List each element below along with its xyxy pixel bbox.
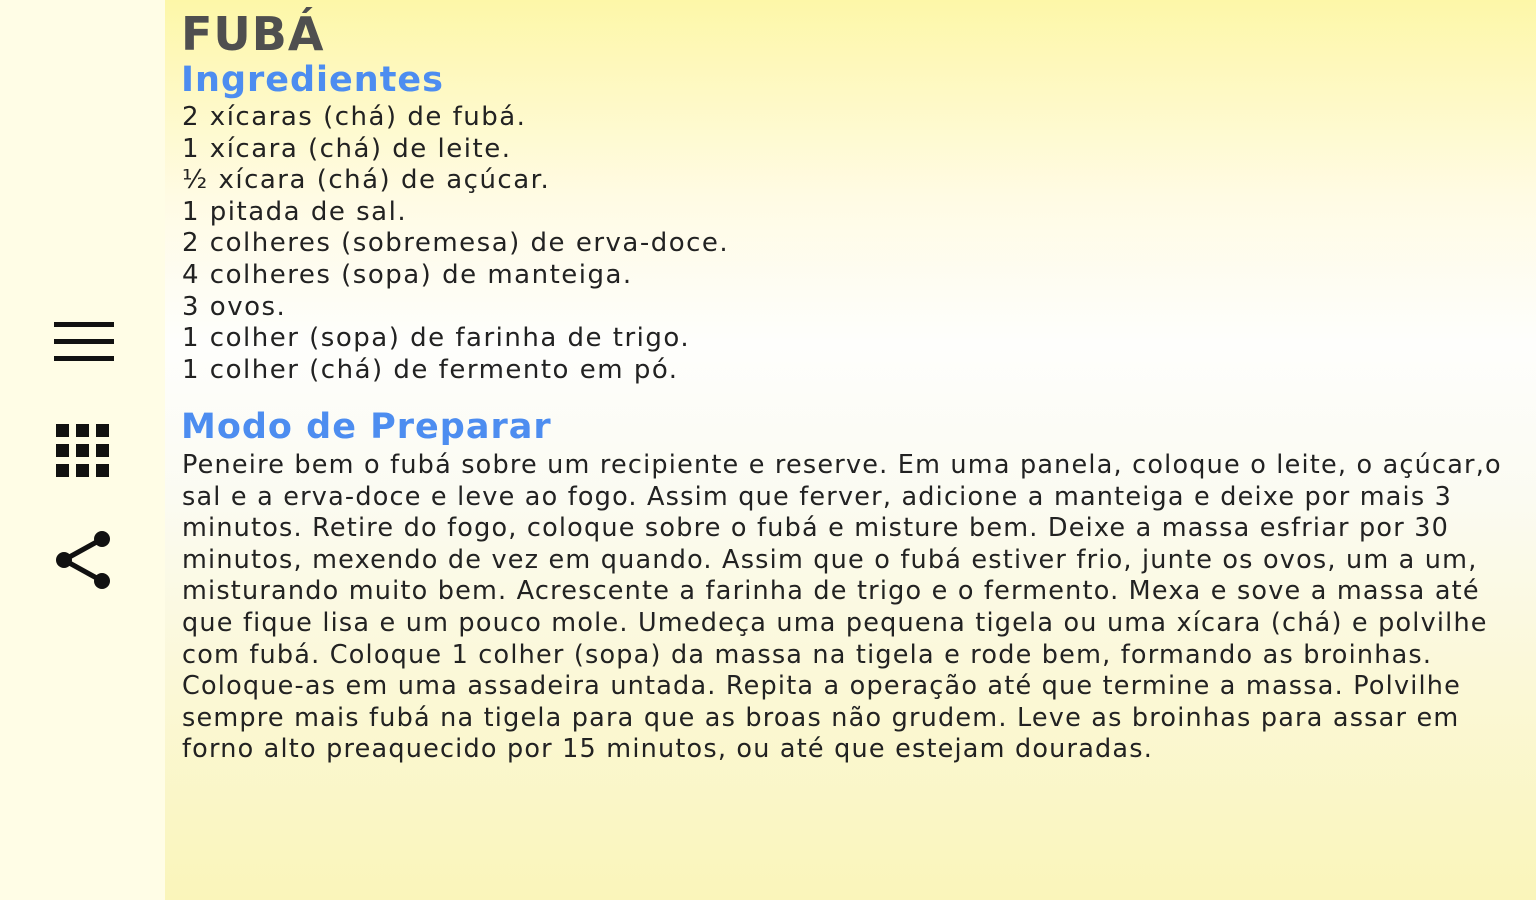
ingredient-item: 1 colher (chá) de fermento em pó. [182, 354, 679, 385]
share-icon[interactable] [52, 528, 116, 592]
ingredient-item: 2 colheres (sobremesa) de erva-doce. [182, 228, 730, 259]
ingredient-item: 4 colheres (sopa) de manteiga. [182, 259, 633, 290]
recipe-title: FUBÁ [181, 7, 325, 61]
hamburger-menu-icon[interactable] [52, 310, 116, 374]
grid-apps-icon[interactable] [52, 420, 116, 484]
ingredient-item: 1 colher (sopa) de farinha de trigo. [182, 323, 691, 354]
ingredient-item: ½ xícara (chá) de açúcar. [182, 165, 551, 196]
preparation-heading: Modo de Preparar [181, 407, 552, 447]
ingredient-item: 1 xícara (chá) de leite. [182, 133, 512, 164]
ingredients-heading: Ingredientes [181, 60, 444, 100]
ingredient-item: 2 xícaras (chá) de fubá. [182, 102, 527, 132]
preparation-text: Peneire bem o fubá sobre um recipiente e reserve. Em uma panela, coloque o leite, o açúcar,o sal e a erva-doce e leve ao fogo. Assim que ferver, adicione a manteiga e deixe por mais 3 minutos. Retire do fogo, coloque sobre o fubá e misture bem. Deixe a massa esfriar por 30 minutos, mexendo de vez em quando. Assim que o fubá estiver frio, junte os ovos, um a um, misturando muito bem. Acrescente a farinha de trigo e o fermento. Mexa e sove a massa até que fique lisa e um pouco mole. Umedeça uma pequena tigela ou uma xícara (chá) e polvilhe com fubá. Coloque 1 colher (sopa) da massa na tigela e rode bem, formando as broinhas. Coloque-as em uma assadeira untada. Repita a operação até que termine a massa. Polvilhe sempre mais fubá na tigela para que as broas não grudem. Leve as broinhas para assar em forno alto preaquecido por 15 minutos, ou até que estejam douradas. [182, 450, 1502, 765]
sidebar [0, 0, 165, 900]
ingredient-item: 3 ovos. [182, 291, 287, 322]
recipe-content [165, 0, 1536, 900]
ingredients-list [182, 102, 729, 386]
ingredient-item: 1 pitada de sal. [182, 196, 408, 227]
